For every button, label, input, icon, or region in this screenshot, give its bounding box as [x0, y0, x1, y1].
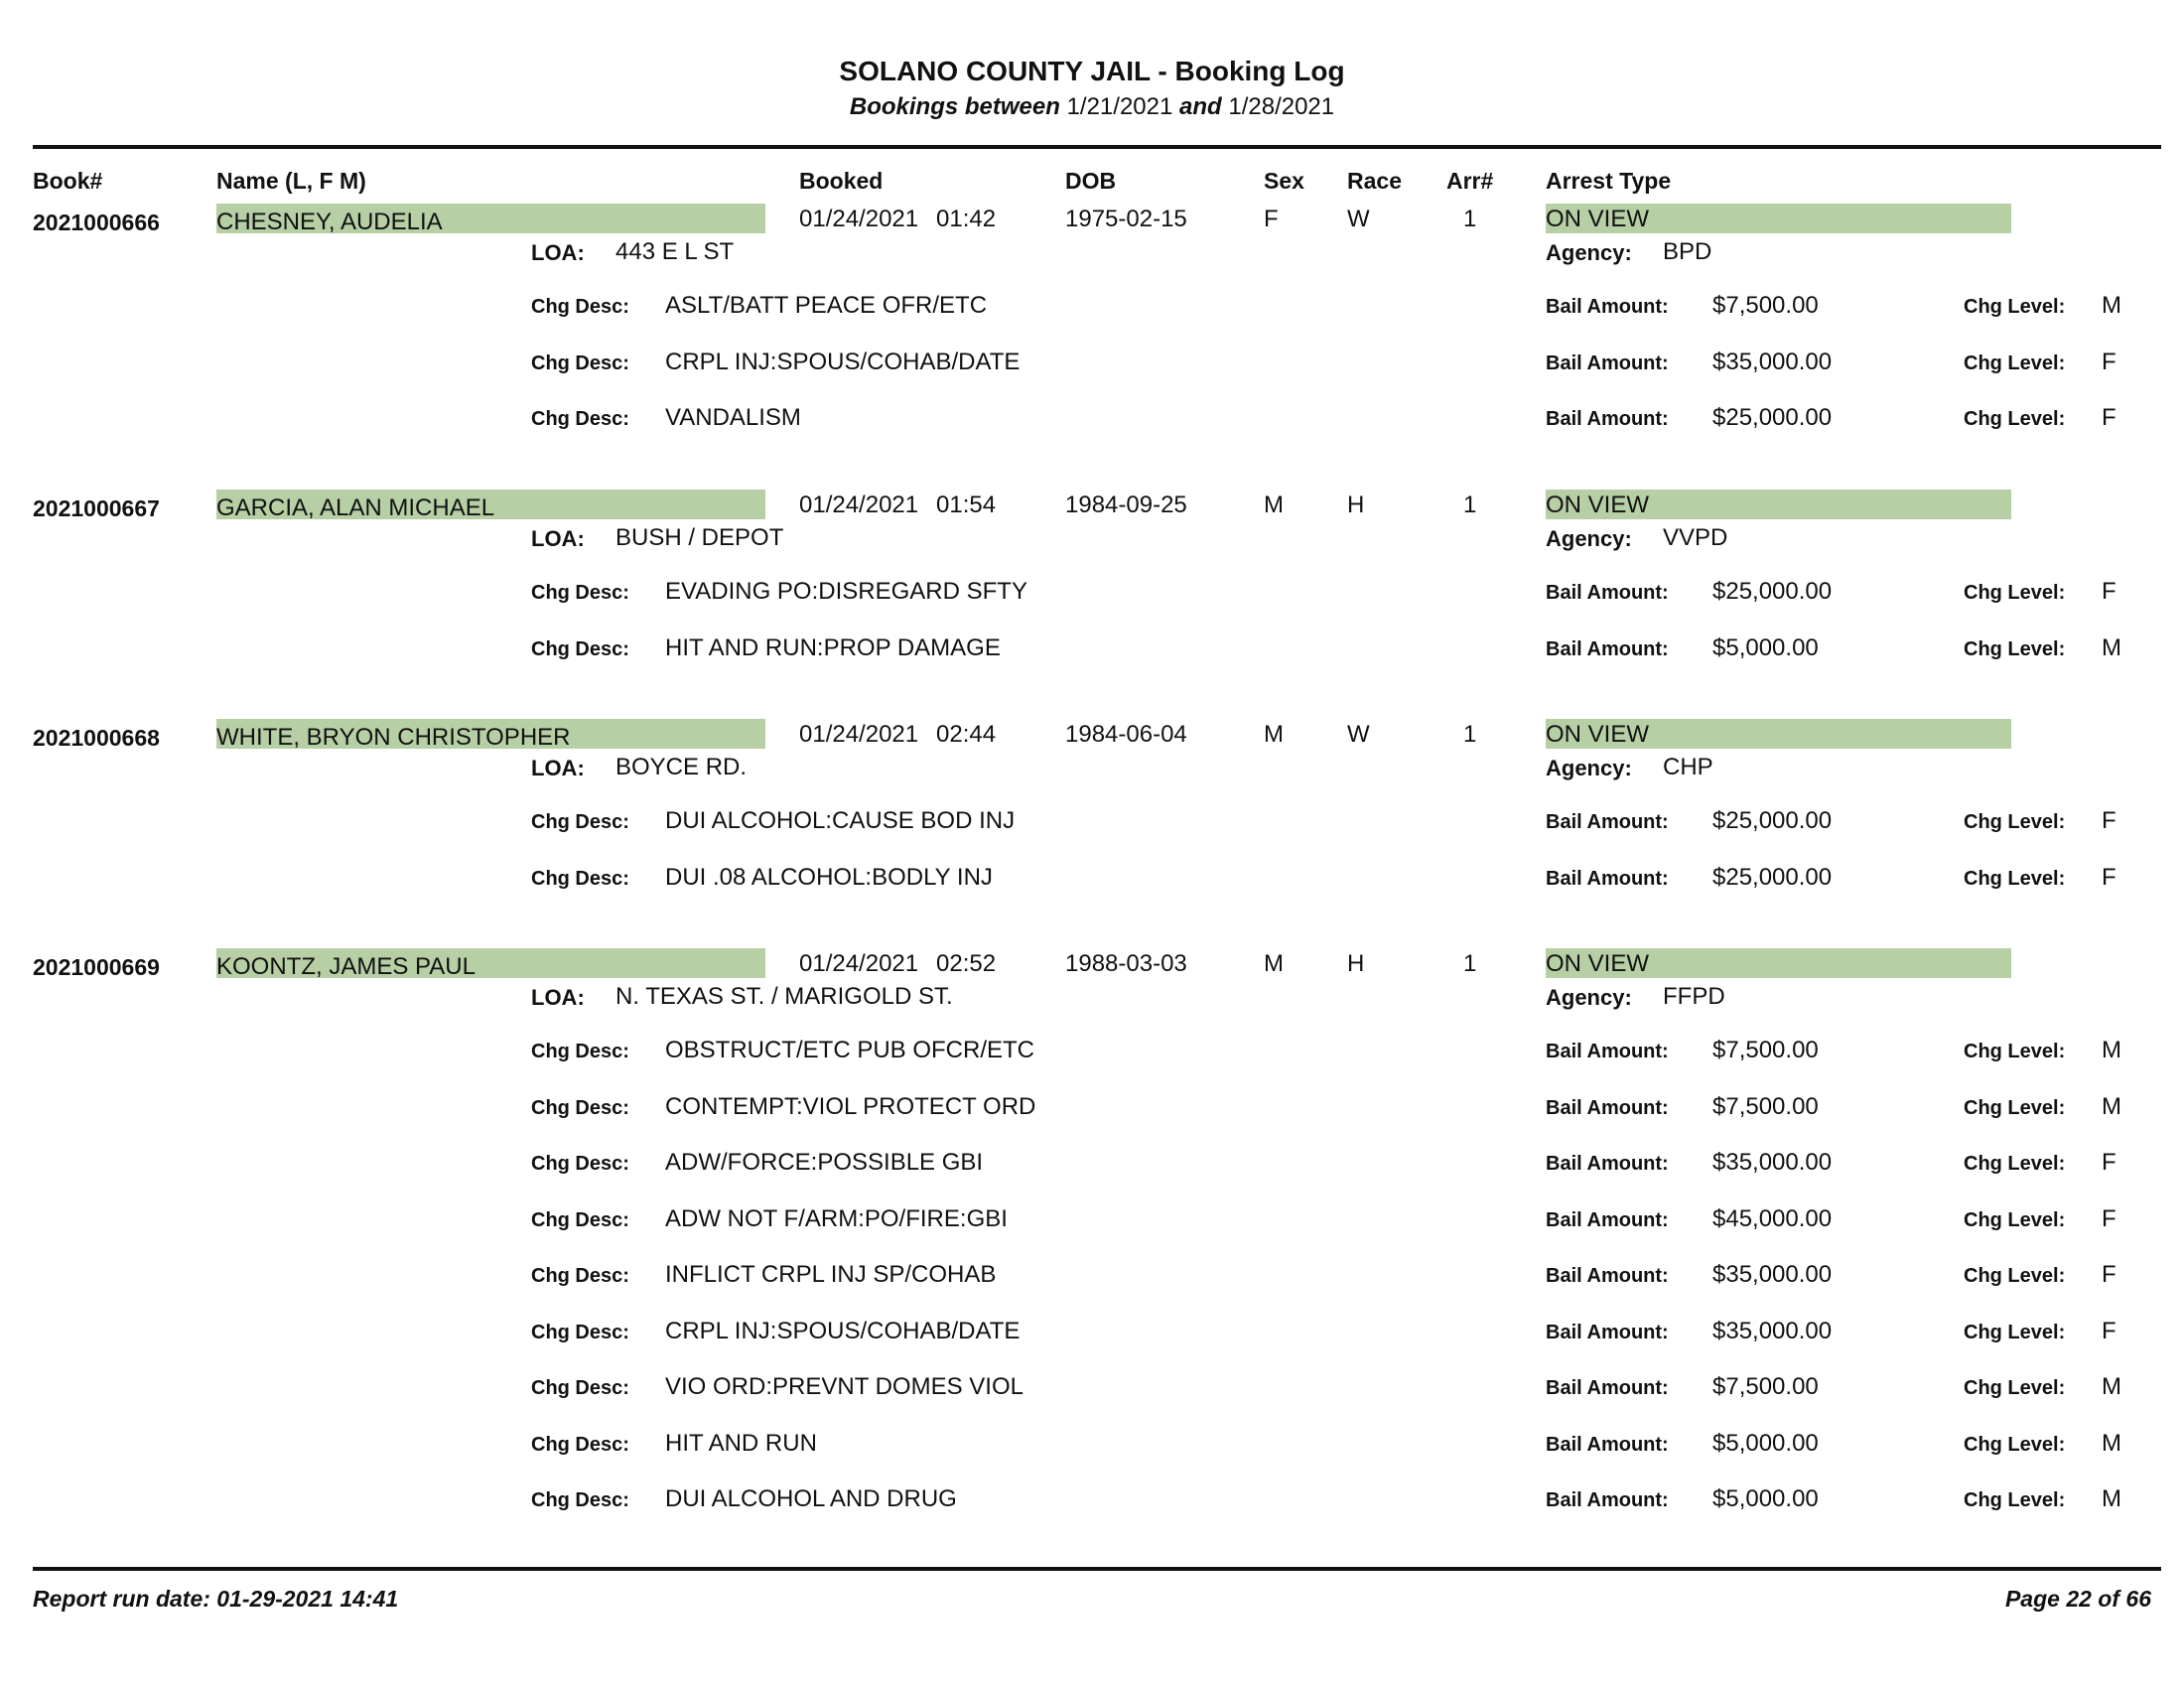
booked-date: 01/24/2021 [799, 950, 919, 977]
race: H [1347, 950, 1365, 977]
bail-amount: $25,000.00 [1712, 578, 1833, 605]
bail-amount: $25,000.00 [1712, 807, 1833, 834]
inmate-name: GARCIA, ALAN MICHAEL [216, 494, 495, 521]
booked-date: 01/24/2021 [799, 721, 919, 748]
charge-desc: INFLICT CRPL INJ SP/COHAB [665, 1261, 997, 1288]
bail-amount: $5,000.00 [1712, 1485, 1819, 1512]
bail-amount: $25,000.00 [1712, 404, 1833, 431]
col-arrest-type: Arrest Type [1546, 168, 1672, 194]
charge-desc: ADW NOT F/ARM:PO/FIRE:GBI [665, 1204, 1008, 1232]
charge-level: F [2102, 578, 2116, 605]
charge-desc-label: Chg Desc: [531, 1208, 629, 1231]
charge-level: F [2102, 1317, 2116, 1344]
sex: F [1264, 206, 1279, 232]
charge-desc: HIT AND RUN [665, 1429, 817, 1457]
col-race: Race [1347, 168, 1402, 194]
charge-desc: ADW/FORCE:POSSIBLE GBI [665, 1149, 984, 1176]
charge-desc-label: Chg Desc: [531, 408, 629, 430]
charge-level: M [2102, 1037, 2121, 1063]
subtitle-mid: and [1179, 93, 1222, 120]
charge-desc-label: Chg Desc: [531, 811, 629, 833]
date-to: 1/28/2021 [1228, 93, 1335, 120]
agency-label: Agency: [1546, 985, 1632, 1010]
agency-value: FFPD [1663, 983, 1725, 1010]
charge-desc: OBSTRUCT/ETC PUB OFCR/ETC [665, 1037, 1035, 1063]
charge-desc-label: Chg Desc: [531, 296, 629, 318]
bail-amount-label: Bail Amount: [1546, 1153, 1669, 1175]
charge-level-label: Chg Level: [1964, 1153, 2066, 1175]
charge-desc: EVADING PO:DISREGARD SFTY [665, 578, 1027, 605]
charge-desc-label: Chg Desc: [531, 637, 629, 660]
sex: M [1264, 721, 1284, 748]
charge-level: M [2102, 633, 2121, 661]
charge-level: F [2102, 1204, 2116, 1232]
loa-value: N. TEXAS ST. / MARIGOLD ST. [615, 983, 953, 1010]
arrest-number: 1 [1463, 721, 1477, 748]
charge-level-label: Chg Level: [1964, 408, 2066, 430]
charge-desc: DUI .08 ALCOHOL:BODLY INJ [665, 863, 993, 891]
sex: M [1264, 492, 1284, 518]
bail-amount-label: Bail Amount: [1546, 1321, 1669, 1343]
agency-label: Agency: [1546, 526, 1632, 551]
charge-level: M [2102, 1485, 2121, 1512]
bail-amount: $5,000.00 [1712, 1429, 1819, 1457]
charge-desc: DUI ALCOHOL AND DRUG [665, 1485, 957, 1512]
bail-amount-label: Bail Amount: [1546, 1265, 1669, 1287]
charge-level-label: Chg Level: [1964, 1096, 2066, 1119]
charge-level-label: Chg Level: [1964, 582, 2066, 604]
charge-level: M [2102, 1092, 2121, 1120]
arrest-number: 1 [1463, 492, 1477, 518]
charge-level: M [2102, 1373, 2121, 1400]
dob: 1984-09-25 [1065, 492, 1187, 518]
charge-desc-label: Chg Desc: [531, 1489, 629, 1511]
charge-desc-label: Chg Desc: [531, 1377, 629, 1399]
arrest-type: ON VIEW [1546, 492, 1650, 518]
date-from: 1/21/2021 [1066, 93, 1173, 120]
charge-level-label: Chg Level: [1964, 1265, 2066, 1287]
inmate-name: WHITE, BRYON CHRISTOPHER [216, 724, 571, 751]
dob: 1988-03-03 [1065, 950, 1187, 977]
book-number: 2021000669 [33, 954, 160, 980]
agency-label: Agency: [1546, 756, 1632, 780]
arrest-type: ON VIEW [1546, 721, 1650, 748]
bail-amount: $7,500.00 [1712, 292, 1819, 319]
charge-level-label: Chg Level: [1964, 1433, 2066, 1456]
charge-level: F [2102, 348, 2116, 375]
booked-date: 01/24/2021 [799, 206, 919, 232]
col-arr: Arr# [1446, 168, 1494, 194]
inmate-name: KOONTZ, JAMES PAUL [216, 953, 476, 980]
booked-time: 02:52 [936, 950, 997, 977]
agency-value: VVPD [1663, 524, 1728, 551]
charge-desc-label: Chg Desc: [531, 1265, 629, 1287]
loa-label: LOA: [531, 756, 585, 780]
charge-level-label: Chg Level: [1964, 1321, 2066, 1343]
bail-amount-label: Bail Amount: [1546, 811, 1669, 833]
bail-amount-label: Bail Amount: [1546, 408, 1669, 430]
col-booked: Booked [799, 168, 884, 194]
charge-desc: CONTEMPT:VIOL PROTECT ORD [665, 1092, 1036, 1120]
race: W [1347, 721, 1370, 748]
loa-label: LOA: [531, 240, 585, 265]
loa-value: 443 E L ST [615, 238, 735, 265]
booked-date: 01/24/2021 [799, 492, 919, 518]
race: H [1347, 492, 1365, 518]
charge-desc-label: Chg Desc: [531, 1321, 629, 1343]
arrest-number: 1 [1463, 206, 1477, 232]
bail-amount: $7,500.00 [1712, 1037, 1819, 1063]
charge-level-label: Chg Level: [1964, 637, 2066, 660]
charge-desc: VANDALISM [665, 404, 801, 431]
footer-rule [33, 1567, 2161, 1571]
book-number: 2021000668 [33, 725, 160, 751]
bail-amount: $25,000.00 [1712, 863, 1833, 891]
charge-level-label: Chg Level: [1964, 1377, 2066, 1399]
sex: M [1264, 950, 1284, 977]
charge-desc-label: Chg Desc: [531, 352, 629, 374]
charge-level-label: Chg Level: [1964, 1041, 2066, 1062]
bail-amount: $5,000.00 [1712, 633, 1819, 661]
charge-desc-label: Chg Desc: [531, 582, 629, 604]
charge-level: F [2102, 863, 2116, 891]
bail-amount-label: Bail Amount: [1546, 867, 1669, 890]
bail-amount: $7,500.00 [1712, 1092, 1819, 1120]
col-dob: DOB [1065, 168, 1117, 194]
charge-level-label: Chg Level: [1964, 352, 2066, 374]
arrest-type: ON VIEW [1546, 950, 1650, 977]
bail-amount-label: Bail Amount: [1546, 1041, 1669, 1062]
bail-amount-label: Bail Amount: [1546, 296, 1669, 318]
race: W [1347, 206, 1370, 232]
col-sex: Sex [1264, 168, 1304, 194]
report-title: SOLANO COUNTY JAIL - Booking Log [839, 56, 1345, 86]
bail-amount-label: Bail Amount: [1546, 637, 1669, 660]
charge-desc: ASLT/BATT PEACE OFR/ETC [665, 292, 988, 319]
bail-amount: $35,000.00 [1712, 1317, 1833, 1344]
agency-label: Agency: [1546, 240, 1632, 265]
loa-label: LOA: [531, 526, 585, 551]
loa-label: LOA: [531, 985, 585, 1010]
charge-desc: DUI ALCOHOL:CAUSE BOD INJ [665, 807, 1016, 834]
charge-level: F [2102, 1261, 2116, 1288]
booked-time: 01:42 [936, 206, 997, 232]
bail-amount-label: Bail Amount: [1546, 1377, 1669, 1399]
bail-amount: $35,000.00 [1712, 1261, 1833, 1288]
col-book: Book# [33, 168, 103, 194]
charge-level-label: Chg Level: [1964, 811, 2066, 833]
charge-desc-label: Chg Desc: [531, 1096, 629, 1119]
bail-amount: $35,000.00 [1712, 1149, 1833, 1176]
header-rule [33, 145, 2161, 149]
arrest-number: 1 [1463, 950, 1477, 977]
charge-desc-label: Chg Desc: [531, 867, 629, 890]
charge-desc: CRPL INJ:SPOUS/COHAB/DATE [665, 348, 1021, 375]
charge-desc-label: Chg Desc: [531, 1153, 629, 1175]
charge-desc: VIO ORD:PREVNT DOMES VIOL [665, 1373, 1024, 1400]
charge-level: M [2102, 292, 2121, 319]
charge-desc-label: Chg Desc: [531, 1041, 629, 1062]
booked-time: 01:54 [936, 492, 997, 518]
charge-level: M [2102, 1429, 2121, 1457]
charge-level: F [2102, 1149, 2116, 1176]
bail-amount-label: Bail Amount: [1546, 1208, 1669, 1231]
charge-level: F [2102, 404, 2116, 431]
bail-amount-label: Bail Amount: [1546, 1489, 1669, 1511]
charge-level: F [2102, 807, 2116, 834]
report-subtitle [0, 93, 2184, 121]
agency-value: BPD [1663, 238, 1712, 265]
charge-desc-label: Chg Desc: [531, 1433, 629, 1456]
booked-time: 02:44 [936, 721, 997, 748]
page-number: Page 22 of 66 [2004, 1586, 2151, 1612]
loa-value: BUSH / DEPOT [615, 524, 784, 551]
charge-level-label: Chg Level: [1964, 296, 2066, 318]
bail-amount: $7,500.00 [1712, 1373, 1819, 1400]
charge-desc: HIT AND RUN:PROP DAMAGE [665, 633, 1001, 661]
agency-value: CHP [1663, 754, 1713, 780]
charge-level-label: Chg Level: [1964, 1208, 2066, 1231]
subtitle-prefix: Bookings between [849, 93, 1060, 120]
charge-level-label: Chg Level: [1964, 867, 2066, 890]
report-run-date: Report run date: 01-29-2021 14:41 [33, 1586, 399, 1612]
arrest-type: ON VIEW [1546, 206, 1650, 232]
bail-amount: $45,000.00 [1712, 1204, 1833, 1232]
book-number: 2021000666 [33, 210, 160, 235]
inmate-name: CHESNEY, AUDELIA [216, 209, 443, 235]
book-number: 2021000667 [33, 495, 160, 521]
loa-value: BOYCE RD. [615, 754, 748, 780]
bail-amount-label: Bail Amount: [1546, 352, 1669, 374]
bail-amount: $35,000.00 [1712, 348, 1833, 375]
charge-desc: CRPL INJ:SPOUS/COHAB/DATE [665, 1317, 1021, 1344]
dob: 1984-06-04 [1065, 721, 1187, 748]
dob: 1975-02-15 [1065, 206, 1187, 232]
bail-amount-label: Bail Amount: [1546, 582, 1669, 604]
col-name: Name (L, F M) [216, 168, 366, 194]
bail-amount-label: Bail Amount: [1546, 1433, 1669, 1456]
charge-level-label: Chg Level: [1964, 1489, 2066, 1511]
bail-amount-label: Bail Amount: [1546, 1096, 1669, 1119]
